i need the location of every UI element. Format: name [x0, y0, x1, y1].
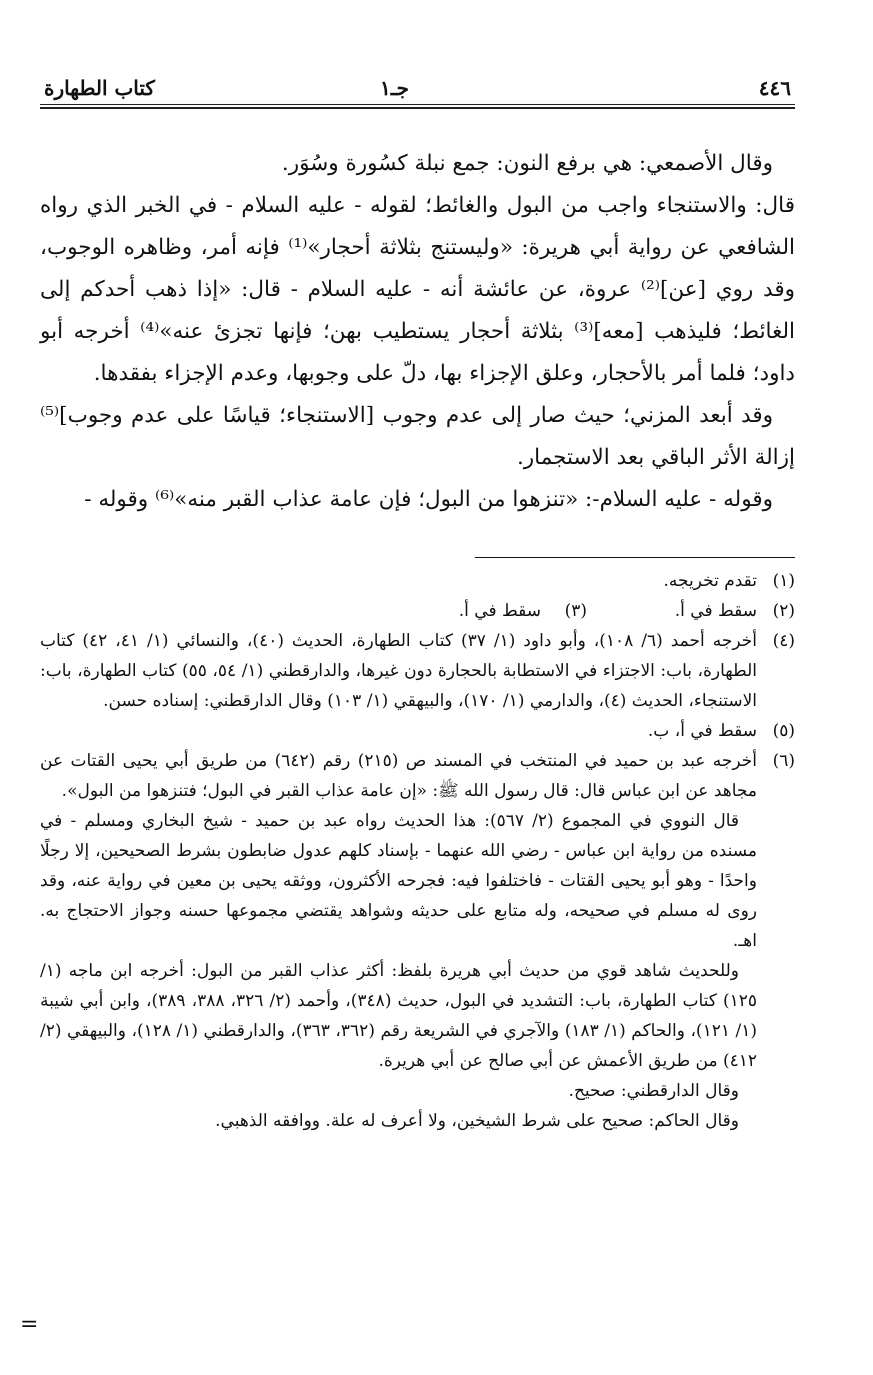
footnote-text: سقط في أ.	[674, 601, 757, 621]
footnote	[40, 566, 795, 596]
footnote-pair	[40, 596, 795, 626]
footnotes	[40, 566, 795, 1136]
footnote-text: سقط في أ.	[458, 601, 541, 621]
footnote-separator	[475, 557, 795, 558]
footnote-number: (٣)	[564, 601, 587, 621]
footnote-text: أخرجه عبد بن حميد في المنتخب في المسند ص (٢١٥) رقم (٦٤٢) من طريق أبي يحيى القتات عن مجاهد عن ابن عباس قال: قال رسول الله ﷺ: «إن عامة عذاب القبر في البول؛ فتنزهوا من البول».	[40, 751, 758, 801]
page	[40, 70, 795, 1136]
footnote-continuation: وقال الحاكم: صحيح على شرط الشيخين، ولا أعرف له علة. ووافقه الذهبي.	[215, 1111, 739, 1131]
footnote-continuation: وللحديث شاهد قوي من حديث أبي هريرة بلفظ: أكثر عذاب القبر من البول: أخرجه ابن ماجه (١/ ١٢٥) كتاب الطهارة، باب: التشديد في البول، حديث (٣٤٨)، وأحمد (٢/ ٣٢٦، ٣٨٨، ٣٨٩)، وابن أبي شيبة (١/ ١٢١)، والحاكم (١/ ١٨٣) والآجري في الشريعة رقم (٣٦٢، ٣٦٣)، والدارقطني (١/ ١٢٨)، والبيهقي (٢/ ٤١٢) من طريق الأعمش عن أبي صالح عن أبي هريرة.	[40, 961, 757, 1071]
footnote-number: (٢)	[772, 601, 795, 621]
paragraph: وقال الأصمعي: هي برفع النون: جمع نبلة كسُورة وسُوَر.	[281, 151, 773, 176]
page-number: ٤٤٦	[758, 76, 791, 100]
footnote-continuation: وقال الدارقطني: صحيح.	[568, 1081, 739, 1101]
paragraph: قال: والاستنجاء واجب من البول والغائط؛ لقوله - عليه السلام - في الخبر الذي رواه الشافعي عن رواية أبي هريرة: «وليستنج بثلاثة أحجار»⁽¹⁾ فإنه أمر، وظاهره الوجوب، وقد روي [عن]⁽²⁾ عروة، عن عائشة أنه - عليه السلام - قال: «إذا ذهب أحدكم إلى الغائط؛ فليذهب [معه]⁽³⁾ بثلاثة أحجار يستطيب بهن؛ فإنها تجزئ عنه»⁽⁴⁾ أخرجه أبو داود؛ فلما أمر بالأحجار، وعلق الإجزاء بها، دلّ على وجوبها، وعدم الإجزاء بفقدها.	[40, 193, 795, 386]
footnote-number: (١)	[772, 571, 795, 591]
running-header	[40, 70, 795, 105]
book-title: كتاب الطهارة	[44, 76, 155, 100]
main-text	[40, 143, 795, 521]
paragraph: وقد أبعد المزني؛ حيث صار إلى عدم وجوب [الاستنجاء؛ قياسًا على عدم وجوب]⁽⁵⁾ إزالة الأثر الباقي بعد الاستجمار.	[40, 403, 795, 470]
footnote-number: (٥)	[772, 721, 795, 741]
footnote	[40, 626, 795, 716]
footnote-number: (٦)	[772, 751, 795, 771]
header-double-rule	[40, 107, 795, 109]
volume-label: جـ١	[380, 76, 409, 100]
continuation-mark: =	[20, 1312, 39, 1337]
paragraph: وقوله - عليه السلام-: «تنزهوا من البول؛ فإن عامة عذاب القبر منه»⁽⁶⁾ وقوله -	[84, 487, 773, 512]
footnote	[40, 716, 795, 746]
footnote-text: تقدم تخريجه.	[663, 571, 757, 591]
footnote-continuation: قال النووي في المجموع (٢/ ٥٦٧): هذا الحديث رواه عبد بن حميد - شيخ البخاري ومسلم - في مسنده من رواية ابن عباس - رضي الله عنهما - بإسناد كلهم عدول ضابطون بشرط الصحيحين، إلا رجلًا واحدًا - وهو أبو يحيى القتات - فاختلفوا فيه: فجرحه الأكثرون، ووثقه يحيى بن معين في رواية عنه، وقد روى له مسلم في صحيحه، وله متابع على حديثه وشواهد يقتضي مجموعها حسنه وجواز الاحتجاج به. اهـ.	[40, 811, 757, 951]
footnote-text: سقط في أ، ب.	[647, 721, 757, 741]
footnote-number: (٤)	[772, 631, 795, 651]
footnote-text: أخرجه أحمد (٦/ ١٠٨)، وأبو داود (١/ ٣٧) كتاب الطهارة، الحديث (٤٠)، والنسائي (١/ ٤١، ٤٢) كتاب الطهارة، باب: الاجتزاء في الاستطابة بالحجارة دون غيرها، والدارقطني (١/ ٥٤، ٥٥) كتاب الطهارة، باب: الاستنجاء، الحديث (٤)، والدارمي (١/ ١٧٠)، والبيهقي (١/ ١٠٣) وقال الدارقطني: إسناده حسن.	[40, 631, 757, 711]
footnote	[40, 746, 795, 806]
